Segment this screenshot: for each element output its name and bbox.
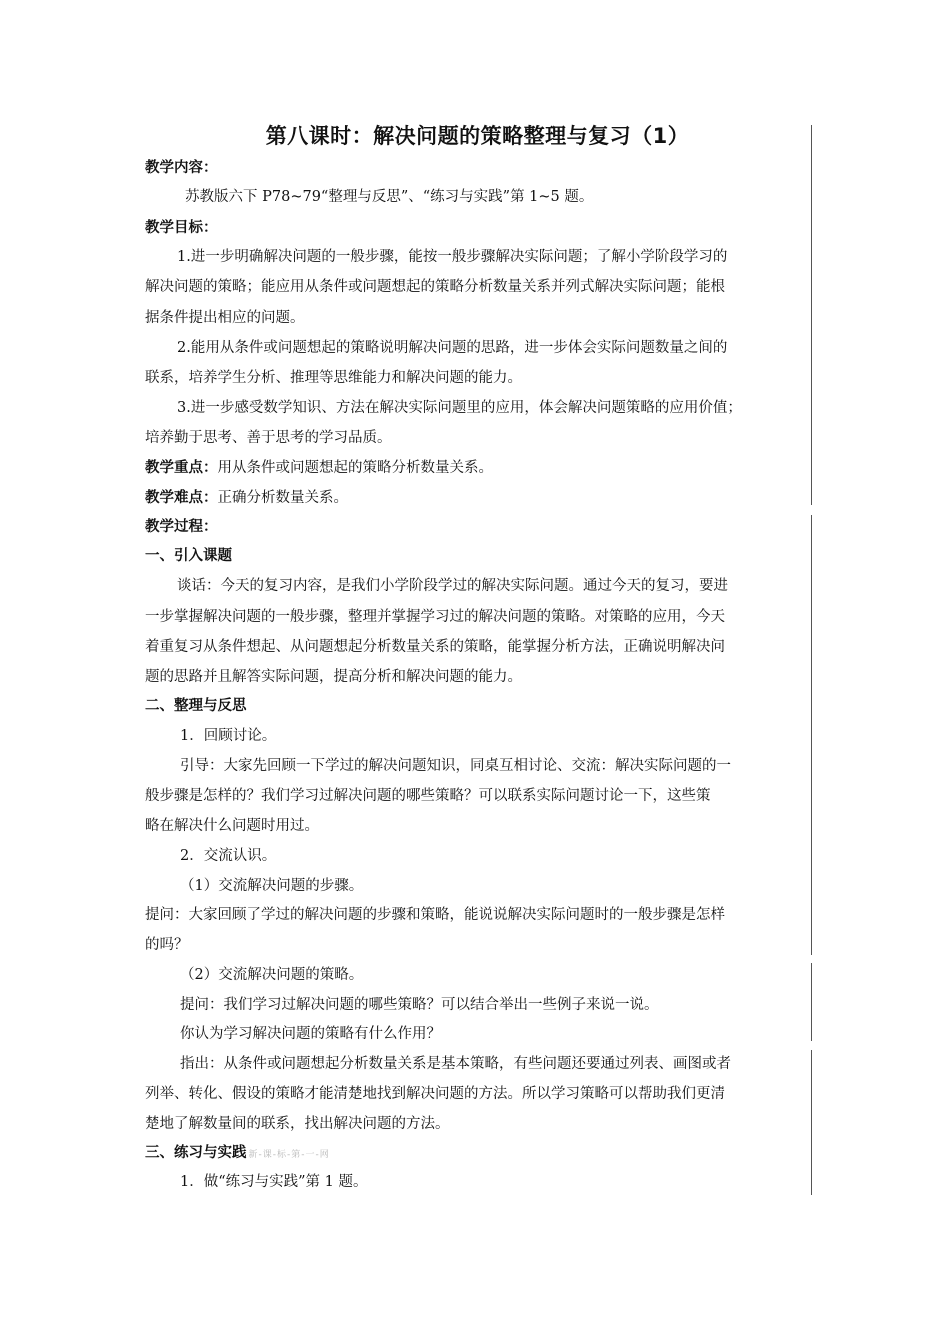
difficulty-point <box>145 488 807 508</box>
content-label: 教学内容： <box>145 160 218 176</box>
key-text: 用从条件或问题想起的策略分析数量关系。 <box>217 460 493 476</box>
goal3-line2: 培养勤于思考、善于思考的学习品质。 <box>145 430 392 446</box>
guide-line3: 略在解决什么问题时用过。 <box>145 818 319 834</box>
goal2-line2: 联系，培养学生分析、推理等思维能力和解决问题的能力。 <box>145 370 522 386</box>
key-label: 教学重点： <box>145 460 218 476</box>
section3-title: 三、练习与实践 <box>145 1145 247 1161</box>
point-line1: 指出：从条件或问题想起分析数量关系是基本策略，有些问题还要通过列表、画图或者 <box>180 1056 731 1072</box>
margin-rule-upper <box>811 125 812 505</box>
difficulty-text: 正确分析数量关系。 <box>217 490 348 506</box>
ask1-line1: 提问：大家回顾了学过的解决问题的步骤和策略，能说说解决实际问题时的一般步骤是怎样 <box>145 907 725 923</box>
section3-heading <box>145 1143 807 1165</box>
goal3-line1: 3.进一步感受数学知识、方法在解决实际问题里的应用，体会解决问题策略的应用价值； <box>177 400 742 416</box>
process-label: 教学过程： <box>145 519 218 535</box>
margin-rule-middle <box>811 515 812 955</box>
ask2: 提问：我们学习过解决问题的哪些策略？可以结合举出一些例子来说一说。 <box>180 997 659 1013</box>
section1-title: 一、引入课题 <box>145 548 232 564</box>
section2-title: 二、整理与反思 <box>145 698 247 714</box>
guide-line2: 般步骤是怎样的？我们学习过解决问题的哪些策略？可以联系实际问题讨论一下，这些策 <box>145 788 711 804</box>
difficulty-label: 教学难点： <box>145 490 218 506</box>
ask3: 你认为学习解决问题的策略有什么作用？ <box>180 1026 441 1042</box>
page-title: 第八课时：解决问题的策略整理与复习（1） <box>265 124 690 148</box>
watermark: 新-课-标-第-一-网 <box>248 1150 330 1160</box>
section1-line4: 题的思路并且解答实际问题，提高分析和解决问题的能力。 <box>145 669 522 685</box>
point-line2: 列举、转化、假设的策略才能清楚地找到解决问题的方法。所以学习策略可以帮助我们更清 <box>145 1086 725 1102</box>
section1-line1: 谈话：今天的复习内容，是我们小学阶段学过的解决实际问题。通过今天的复习，要进 <box>177 578 728 594</box>
sub1: （1）交流解决问题的步骤。 <box>180 878 364 894</box>
margin-rule-lower <box>811 1050 812 1195</box>
goal1-line2: 解决问题的策略；能应用从条件或问题想起的策略分析数量关系并列式解决实际问题；能根 <box>145 279 725 295</box>
ask1-line2: 的吗？ <box>145 937 189 953</box>
key-point <box>145 458 807 478</box>
goals-label: 教学目标： <box>145 220 218 236</box>
margin-rule-short <box>811 963 812 1041</box>
item3: 1．做“练习与实践”第 1 题。 <box>180 1174 368 1190</box>
goal1-line3: 据条件提出相应的问题。 <box>145 310 305 326</box>
point-line3: 楚地了解数量间的联系，找出解决问题的方法。 <box>145 1116 450 1132</box>
section1-line3: 着重复习从条件想起、从问题想起分析数量关系的策略，能掌握分析方法，正确说明解决问 <box>145 639 725 655</box>
item2: 2．交流认识。 <box>180 848 277 864</box>
section1-line2: 一步掌握解决问题的一般步骤，整理并掌握学习过的解决问题的策略。对策略的应用，今天 <box>145 609 725 625</box>
item1: 1．回顾讨论。 <box>180 728 277 744</box>
goal2-line1: 2.能用从条件或问题想起的策略说明解决问题的思路，进一步体会实际问题数量之间的 <box>177 340 728 356</box>
guide-line1: 引导：大家先回顾一下学过的解决问题知识，同桌互相讨论、交流：解决实际问题的一 <box>180 758 731 774</box>
content-text: 苏教版六下 P78~79“整理与反思”、“练习与实践”第 1~5 题。 <box>185 189 594 205</box>
goal1-line1: 1.进一步明确解决问题的一般步骤，能按一般步骤解决实际问题；了解小学阶段学习的 <box>177 249 728 265</box>
sub2: （2）交流解决问题的策略。 <box>180 967 364 983</box>
